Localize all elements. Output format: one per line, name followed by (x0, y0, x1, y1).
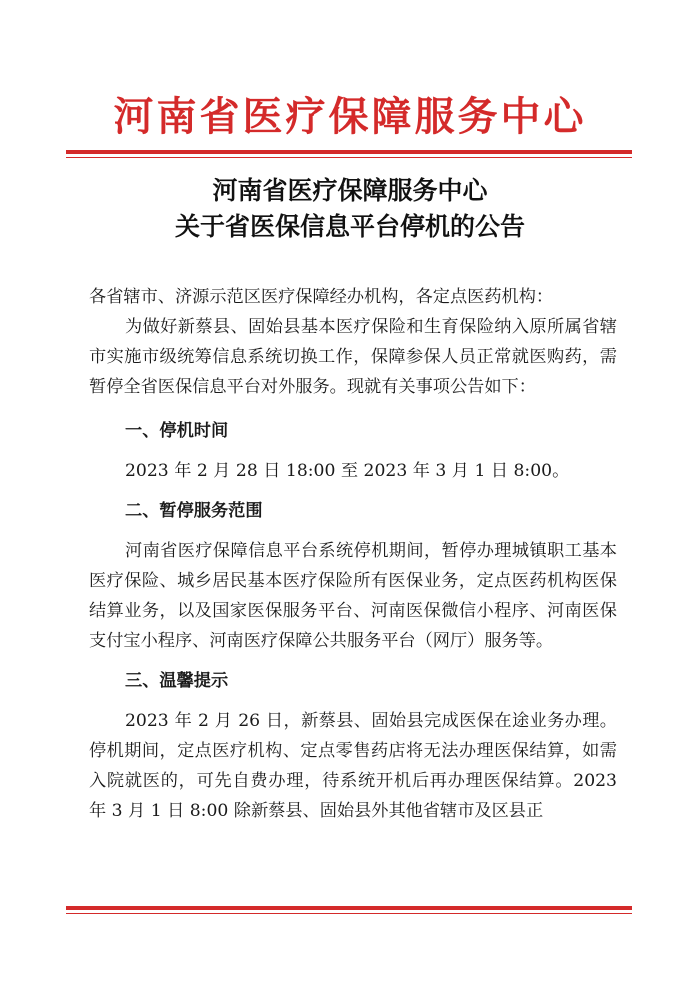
intro-paragraph: 为做好新蔡县、固始县基本医疗保险和生育保险纳入原所属省辖市实施市级统筹信息系统切换工作，保障参保人员正常就医购药，需暂停全省医保信息平台对外服务。现就有关事项公告如下： (89, 317, 617, 397)
section-heading-1: 一、停机时间 (125, 421, 229, 441)
section-heading-2: 二、暂停服务范围 (125, 501, 263, 521)
masthead-rule-thin (66, 157, 632, 158)
document-title-line-2: 关于省医保信息平台停机的公告 (174, 212, 525, 241)
masthead-rule-thick (66, 150, 632, 154)
salutation: 各省辖市、济源示范区医疗保障经办机构，各定点医药机构： (89, 287, 554, 307)
footer-rule-thin (66, 913, 632, 914)
section-text-2: 河南省医疗保障信息平台系统停机期间，暂停办理城镇职工基本医疗保险、城乡居民基本医疗保险所有医保业务，定点医药机构医保结算业务，以及国家医保服务平台、河南医保微信小程序、河南医保支付宝小程序、河南医疗保障公共服务平台（网厅）服务等。 (89, 541, 617, 651)
footer-rule-thick (66, 906, 632, 910)
document-title-line-1: 河南省医疗保障服务中心 (212, 176, 488, 205)
document-masthead: 河南省医疗保障服务中心 (113, 94, 587, 140)
section-text-1: 2023 年 2 月 28 日 18:00 至 2023 年 3 月 1 日 8:00。 (125, 461, 570, 481)
section-heading-3: 三、温馨提示 (125, 671, 229, 691)
section-text-3: 2023 年 2 月 26 日，新蔡县、固始县完成医保在途业务办理。停机期间，定点医疗机构、定点零售药店将无法办理医保结算，如需入院就医的，可先自费办理，待系统开机后再办理医保结算。2023 年 3 月 1 日 8:00 除新蔡县、固始县外其他省辖市及区县正 (89, 711, 617, 821)
document-body (89, 282, 617, 826)
